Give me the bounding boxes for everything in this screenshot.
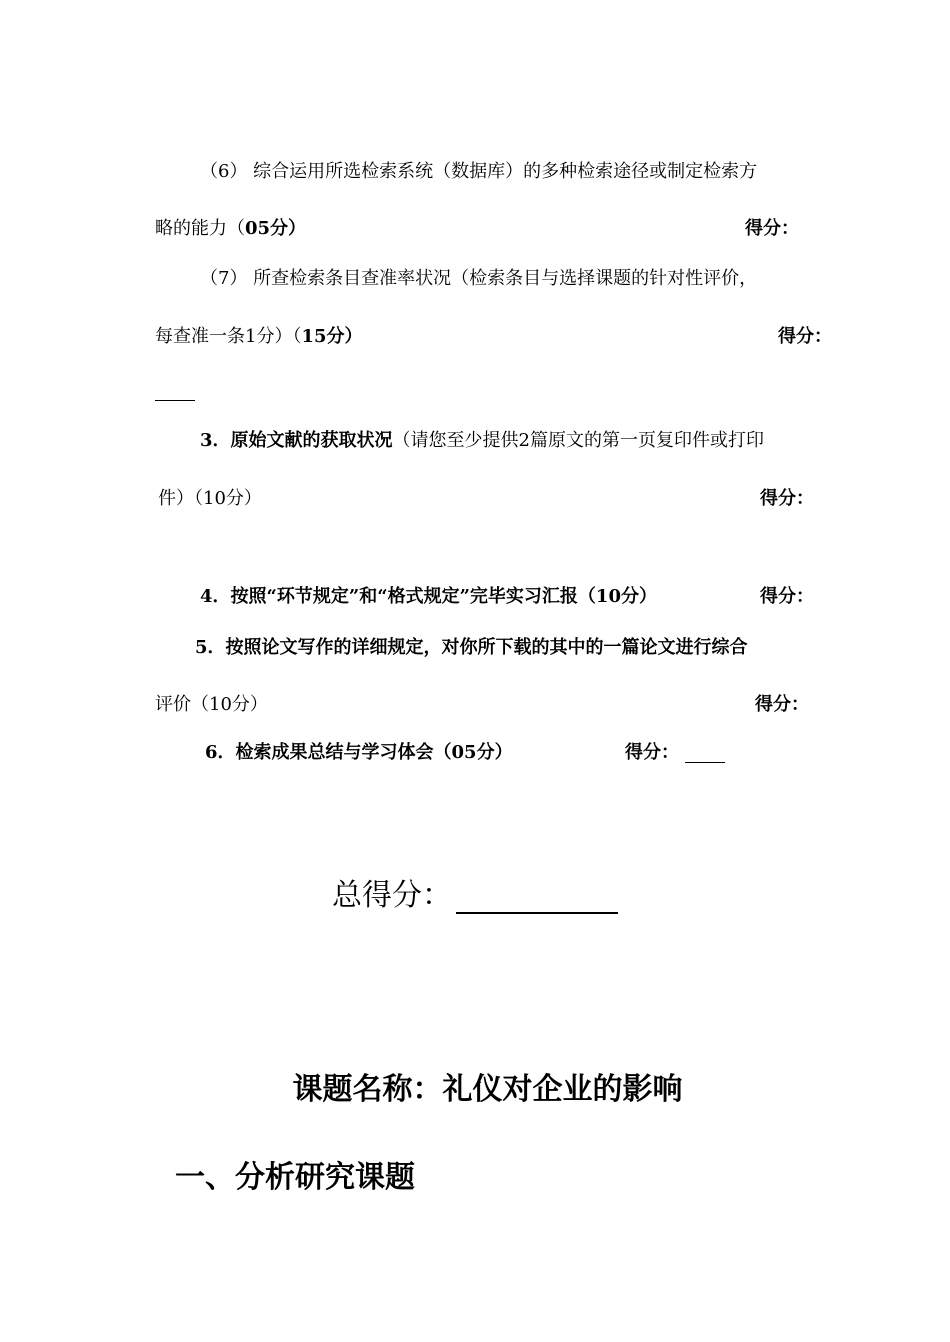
- item6-line2: [155, 220, 306, 238]
- item7-score-blank: [155, 400, 195, 401]
- section6-score-blank: [685, 762, 725, 763]
- item7-line1: （7） 所查检索条目查准率状况（检索条目与选择课题的针对性评价，: [200, 268, 758, 289]
- item7-line2: [155, 328, 363, 346]
- section4-score-label: 得分：: [760, 586, 814, 607]
- section5-line1: 5．按照论文写作的详细规定，对你所下载的其中的一篇论文进行综合: [195, 637, 748, 658]
- item6-line2-text: 略的能力（: [155, 218, 245, 239]
- item7-points: 15分）: [301, 326, 363, 347]
- item7-score-label: 得分：: [778, 326, 832, 347]
- section3-desc: （请您至少提供2篇原文的第一页复印件或打印: [392, 430, 764, 451]
- section5-line2: 评价（10分）: [155, 694, 268, 715]
- item6-score-label: 得分：: [745, 218, 799, 239]
- section5-score-label: 得分：: [755, 694, 809, 715]
- section3-line2: 件）（10分）: [158, 488, 262, 509]
- topic-title: 课题名称：礼仪对企业的影响: [292, 1072, 683, 1107]
- section6-text: 6．检索成果总结与学习体会（05分）: [205, 742, 513, 763]
- total-score: [0, 870, 950, 914]
- item7-line2-text: 每查准一条1分）（: [155, 326, 302, 347]
- total-score-blank: [456, 884, 618, 914]
- item6-points: 05分）: [245, 218, 307, 239]
- section3-line1: [200, 432, 764, 450]
- section4-text: 4．按照“环节规定”和“格式规定”完毕实习汇报（10分）: [200, 586, 657, 607]
- total-score-label: 总得分：: [332, 878, 452, 913]
- section3-score-label: 得分：: [760, 488, 814, 509]
- section3-title: 3．原始文献的获取状况: [200, 430, 393, 451]
- section6-score-label: 得分：: [625, 742, 679, 763]
- item6-line1: （6） 综合运用所选检索系统（数据库）的多种检索途径或制定检索方: [200, 161, 758, 182]
- section-heading: 一、分析研究课题: [175, 1160, 415, 1195]
